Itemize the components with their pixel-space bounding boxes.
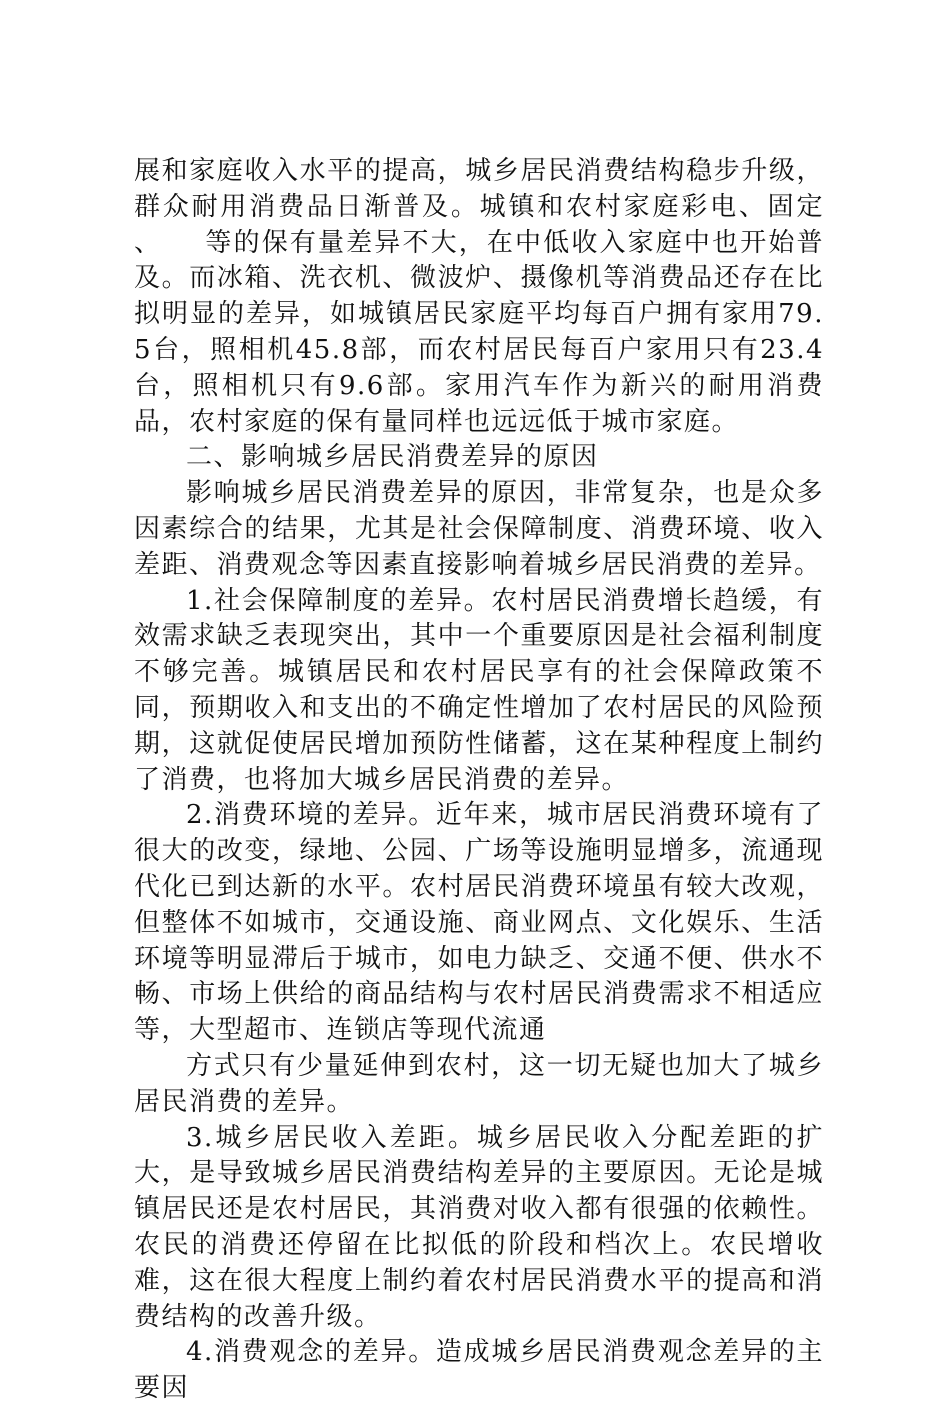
document-body: [134, 154, 880, 1407]
paragraph-durable-goods: 展和家庭收入水平的提高，城乡居民消费结构稳步升级，群众耐用消费品日渐普及。城镇和农村家庭彩电、固定 、 等的保有量差异不大，在中低收入家庭中也开始普及。而冰箱、洗衣机、微波炉、摄像机等消费品还存在比拟明显的差异，如城镇居民家庭平均每百户拥有家用79.5台，照相机45.8部，而农村居民每百户家用只有23.4台，照相机只有9.6部。家用汽车作为新兴的耐用消费品，农村家庭的保有量同样也远远低于城市家庭。: [134, 156, 880, 437]
paragraph-consumption-concepts: 4.消费观念的差异。造成城乡居民消费观念差异的主要因: [134, 1337, 824, 1404]
paragraph-consumption-environment-continued: 方式只有少量延伸到农村，这一切无疑也加大了城乡居民消费的差异。: [134, 1050, 824, 1117]
paragraph-consumption-environment: 2.消费环境的差异。近年来，城市居民消费环境有了很大的改变，绿地、公园、广场等设施明显增多，流通现代化已到达新的水平。农村居民消费环境虽有较大改观，但整体不如城市，交通设施、商业网点、文化娱乐、生活环境等明显滞后于城市，如电力缺乏、交通不便、供水不畅、市场上供给的商品结构与农村居民消费需求不相适应等，大型超市、连锁店等现代流通: [134, 800, 824, 1046]
section-heading-causes: 二、影响城乡居民消费差异的原因: [186, 442, 599, 473]
paragraph-causes-intro: 影响城乡居民消费差异的原因，非常复杂，也是众多因素综合的结果，尤其是社会保障制度、消费环境、收入差距、消费观念等因素直接影响着城乡居民消费的差异。: [134, 478, 824, 580]
paragraph-income-gap: 3.城乡居民收入差距。城乡居民收入分配差距的扩大，是导致城乡居民消费结构差异的主要原因。无论是城镇居民还是农村居民，其消费对收入都有很强的依赖性。农民的消费还停留在比拟低的阶段和档次上。农民增收难，这在很大程度上制约着农村居民消费水平的提高和消费结构的改善升级。: [134, 1122, 824, 1332]
paragraph-social-security: 1.社会保障制度的差异。农村居民消费增长趋缓，有效需求缺乏表现突出，其中一个重要原因是社会福利制度不够完善。城镇居民和农村居民享有的社会保障政策不同，预期收入和支出的不确定性增加了农村居民的风险预期，这就促使居民增加预防性储蓄，这在某种程度上制约了消费，也将加大城乡居民消费的差异。: [134, 585, 824, 795]
